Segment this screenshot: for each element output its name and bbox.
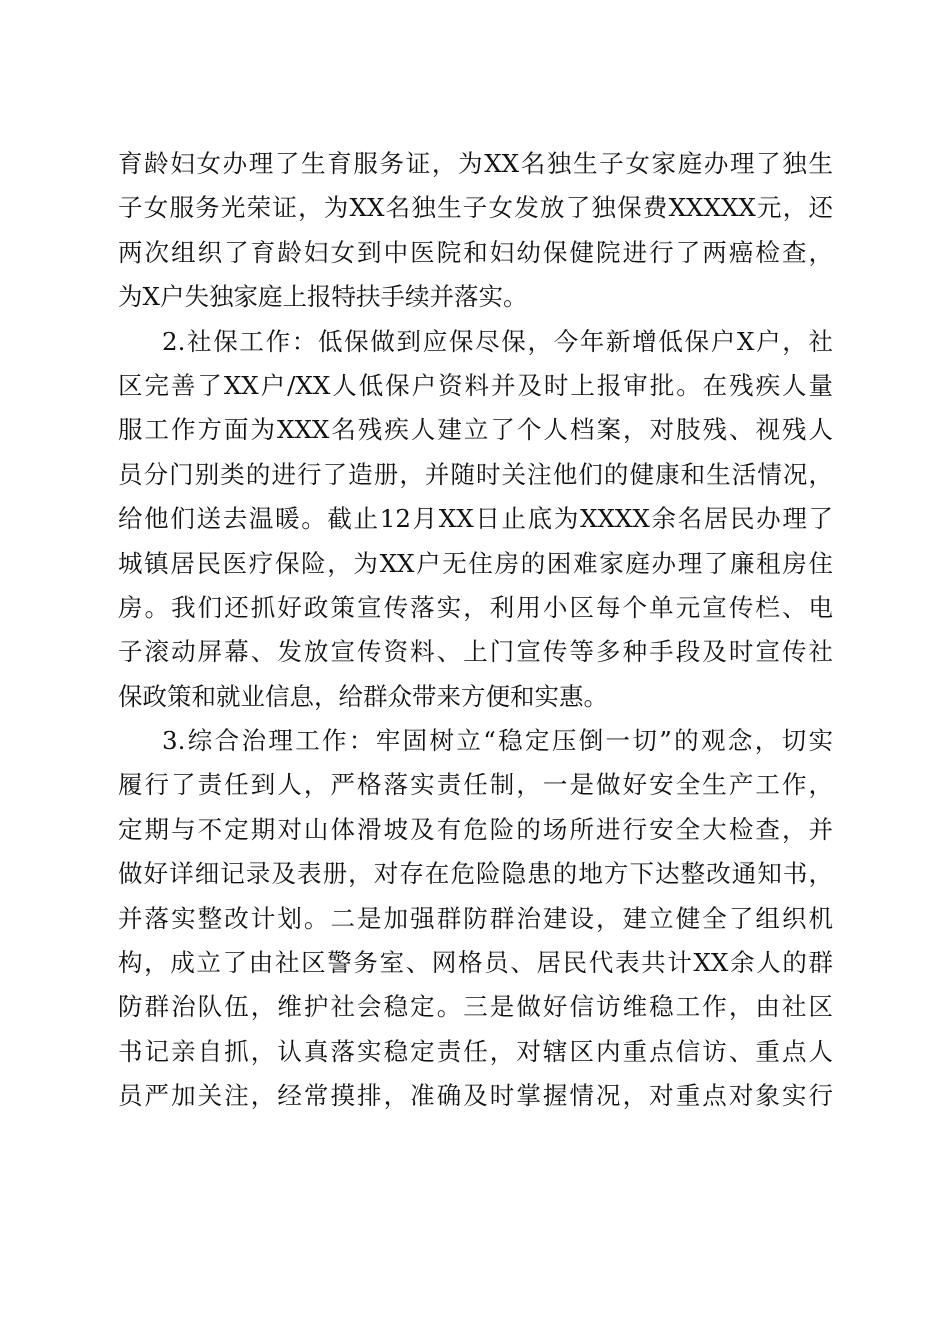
text-line: 3.综合治理工作：牢固树立“稳定压倒一切”的观念，切实 (162, 726, 833, 756)
paragraph-family-planning (118, 142, 833, 320)
text-line: 构，成立了由社区警务室、网格员、居民代表共计XX余人的群 (118, 948, 833, 978)
text-line: 育龄妇女办理了生育服务证，为XX名独生子女家庭办理了独生 (118, 149, 833, 178)
text-line: 并落实整改计划。二是加强群防群治建设，建立健全了组织机 (118, 903, 833, 933)
paragraph-comprehensive-governance (118, 719, 833, 1119)
text-line: 两次组织了育龄妇女到中医院和妇幼保健院进行了两癌检查， (118, 237, 833, 267)
text-line: 员严加关注，经常摸排，准确及时掌握情况，对重点对象实行 (118, 1081, 833, 1111)
text-line: 子滚动屏幕、发放宣传资料、上门宣传等多种手段及时宣传社 (118, 637, 833, 667)
document-body (118, 142, 833, 1119)
text-line: 服工作方面为XXX名残疾人建立了个人档案，对肢残、视残人 (118, 415, 833, 445)
text-line: 2.社保工作：低保做到应保尽保，今年新增低保户X户，社 (162, 326, 833, 356)
text-line: 城镇居民医疗保险，为XX户无住房的困难家庭办理了廉租房住 (118, 548, 833, 578)
text-line: 保政策和就业信息，给群众带来方便和实惠。 (118, 681, 608, 711)
text-line: 员分门别类的进行了造册，并随时关注他们的健康和生活情况， (118, 459, 833, 489)
text-line: 定期与不定期对山体滑坡及有危险的场所进行安全大检查，并 (118, 814, 833, 844)
paragraph-social-security (118, 320, 833, 720)
text-line: 子女服务光荣证，为XX名独生子女发放了独保费XXXXX元，还 (118, 193, 833, 223)
text-line: 防群治队伍，维护社会稳定。三是做好信访维稳工作，由社区 (118, 992, 833, 1022)
text-line: 房。我们还抓好政策宣传落实，利用小区每个单元宣传栏、电 (118, 592, 833, 622)
text-line: 区完善了XX户/XX人低保户资料并及时上报审批。在残疾人量 (118, 370, 833, 400)
text-line: 做好详细记录及表册，对存在危险隐患的地方下达整改通知书， (118, 859, 833, 889)
text-line: 为X户失独家庭上报特扶手续并落实。 (118, 282, 528, 312)
text-line: 给他们送去温暖。截止12月XX日止底为XXXX余名居民办理了 (118, 504, 833, 534)
text-line: 书记亲自抓，认真落实稳定责任，对辖区内重点信访、重点人 (118, 1036, 833, 1066)
text-line: 履行了责任到人，严格落实责任制，一是做好安全生产工作， (118, 770, 833, 800)
